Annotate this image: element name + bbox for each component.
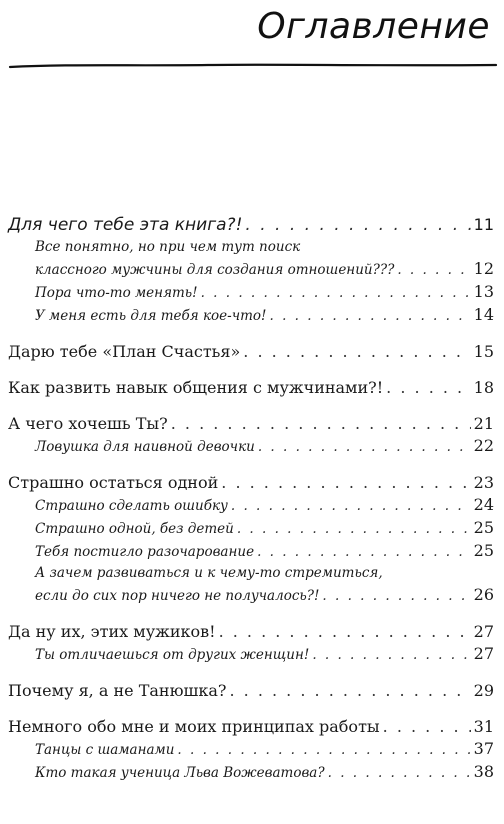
toc-subentry[interactable] bbox=[0, 304, 504, 327]
dot-leader bbox=[221, 471, 470, 494]
toc-page-number: 37 bbox=[473, 739, 494, 758]
table-of-contents bbox=[0, 213, 504, 784]
spacer bbox=[0, 607, 504, 620]
toc-page-number: 25 bbox=[473, 518, 494, 537]
toc-entry-title: У меня есть для тебя кое-что! bbox=[35, 308, 267, 324]
dot-leader bbox=[219, 620, 471, 643]
toc-entry-title: Ловушка для наивной девочки bbox=[35, 439, 255, 455]
toc-page-number: 25 bbox=[473, 541, 494, 560]
dot-leader bbox=[243, 340, 470, 363]
spacer bbox=[0, 702, 504, 715]
toc-page-number: 22 bbox=[473, 436, 494, 455]
toc-entry-title: Кто такая ученица Льва Вожеватова? bbox=[35, 765, 325, 781]
toc-page-number: 13 bbox=[473, 282, 494, 301]
dot-leader bbox=[177, 740, 470, 761]
dot-leader bbox=[171, 412, 471, 435]
toc-subentry[interactable] bbox=[0, 761, 504, 784]
toc-subentry[interactable] bbox=[0, 281, 504, 304]
toc-entry[interactable] bbox=[0, 715, 504, 738]
toc-page-number: 38 bbox=[473, 762, 494, 781]
toc-entry-title-line2: если до сих пор ничего не получалось?! bbox=[35, 588, 320, 604]
toc-subentry[interactable] bbox=[0, 237, 504, 281]
toc-entry-title: Дарю тебе «План Счастья» bbox=[8, 342, 241, 361]
toc-subentry[interactable] bbox=[0, 738, 504, 761]
toc-entry-title: Страшно сделать ошибку bbox=[35, 498, 228, 514]
dot-leader bbox=[383, 715, 471, 738]
toc-entry-title: Танцы с шаманами bbox=[35, 742, 175, 758]
toc-page-number: 21 bbox=[473, 414, 494, 433]
toc-page-number: 31 bbox=[473, 717, 494, 736]
toc-page-number: 15 bbox=[473, 342, 494, 361]
toc-subentry[interactable] bbox=[0, 435, 504, 458]
toc-entry-title-line1: А зачем развиваться и к чему-то стремиться, bbox=[35, 565, 383, 581]
toc-page-number: 29 bbox=[473, 681, 494, 700]
dot-leader bbox=[312, 645, 470, 666]
spacer bbox=[0, 458, 504, 471]
dot-leader bbox=[237, 519, 471, 540]
toc-page-number: 14 bbox=[473, 305, 494, 324]
toc-entry-title: А чего хочешь Ты? bbox=[8, 414, 168, 433]
toc-entry-title: Ты отличаешься от других женщин! bbox=[35, 647, 310, 663]
toc-entry-title-line1: Все понятно, но при чем тут поиск bbox=[35, 239, 301, 255]
toc-entry-title: Тебя постигло разочарование bbox=[35, 544, 255, 560]
toc-entry-title: Да ну их, этих мужиков! bbox=[8, 622, 216, 641]
toc-subentry[interactable] bbox=[0, 643, 504, 666]
toc-entry-title: Для чего тебе эта книга?! bbox=[8, 215, 243, 235]
dot-leader bbox=[269, 306, 470, 327]
dot-leader bbox=[229, 679, 470, 702]
dot-leader bbox=[201, 283, 471, 304]
toc-page-number: 12 bbox=[473, 259, 494, 278]
toc-page-number: 27 bbox=[473, 622, 494, 641]
dot-leader bbox=[245, 214, 470, 237]
title-underline bbox=[8, 60, 498, 72]
toc-entry-title: Страшно остаться одной bbox=[8, 473, 219, 492]
toc-entry-title: Почему я, а не Танюшка? bbox=[8, 681, 227, 700]
spacer bbox=[0, 363, 504, 376]
toc-entry-title-line2: классного мужчины для создания отношений??? bbox=[35, 262, 395, 278]
dot-leader bbox=[386, 376, 470, 399]
toc-subentry[interactable] bbox=[0, 563, 504, 607]
toc-entry[interactable] bbox=[0, 620, 504, 643]
toc-page-number: 27 bbox=[473, 644, 494, 663]
dot-leader bbox=[258, 437, 471, 458]
toc-page-number: 11 bbox=[473, 215, 494, 234]
dot-leader bbox=[257, 542, 471, 563]
toc-subentry[interactable] bbox=[0, 540, 504, 563]
toc-page-number: 18 bbox=[473, 378, 494, 397]
toc-entry-title: Немного обо мне и моих принципах работы bbox=[8, 717, 380, 736]
toc-entry-title: Как развить навык общения с мужчинами?! bbox=[8, 378, 384, 397]
dot-leader bbox=[322, 586, 470, 607]
toc-entry[interactable] bbox=[0, 679, 504, 702]
toc-entry[interactable] bbox=[0, 340, 504, 363]
toc-subentry[interactable] bbox=[0, 517, 504, 540]
dot-leader bbox=[231, 496, 471, 517]
toc-page-number: 26 bbox=[473, 585, 494, 604]
spacer bbox=[0, 399, 504, 412]
toc-entry[interactable] bbox=[0, 376, 504, 399]
toc-entry-title: Пора что-то менять! bbox=[35, 285, 198, 301]
toc-page-number: 23 bbox=[473, 473, 494, 492]
dot-leader bbox=[328, 763, 471, 784]
toc-page-number: 24 bbox=[473, 495, 494, 514]
toc-entry[interactable] bbox=[0, 471, 504, 494]
toc-entry[interactable] bbox=[0, 213, 504, 237]
spacer bbox=[0, 327, 504, 340]
dot-leader bbox=[397, 260, 470, 281]
page-title: Оглавление bbox=[257, 6, 490, 47]
toc-subentry[interactable] bbox=[0, 494, 504, 517]
toc-entry-title: Страшно одной, без детей bbox=[35, 521, 234, 537]
spacer bbox=[0, 666, 504, 679]
toc-entry[interactable] bbox=[0, 412, 504, 435]
